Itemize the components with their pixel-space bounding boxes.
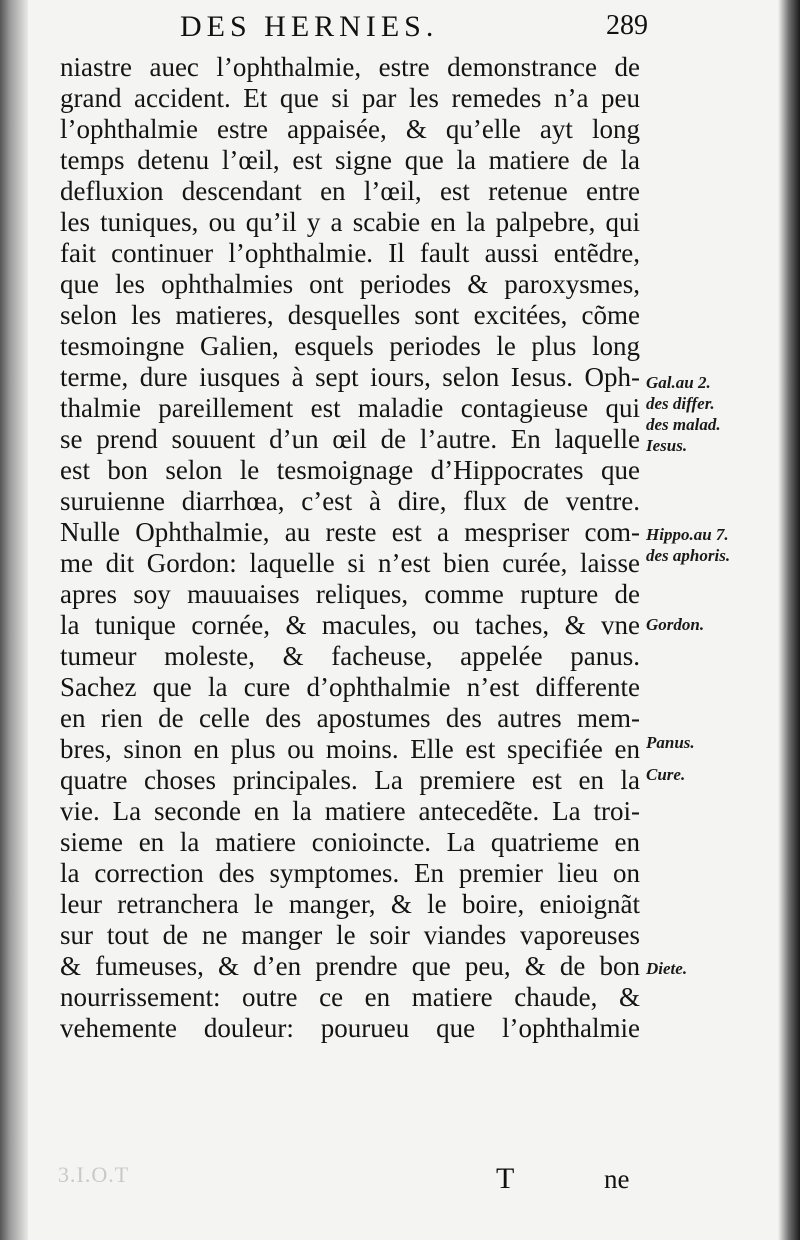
gutter-shadow <box>0 0 28 1240</box>
body-text <box>60 52 640 1044</box>
text-line: temps detenu l’œil, est signe que la matiere de la <box>60 145 640 175</box>
text-line: leur retranchera le manger, & le boire, enioignãt <box>60 889 640 919</box>
text-line: tesmoingne Galien, esquels periodes le plus long <box>60 331 640 361</box>
text-line: quatre choses principales. La premiere est en la <box>60 765 640 795</box>
text-line: en rien de celle des apostumes des autres mem- <box>60 703 640 733</box>
text-line: & fumeuses, & d’en prendre que peu, & de bon <box>60 951 640 981</box>
margin-note-diete: Diete. <box>646 959 688 978</box>
margin-note-cure: Cure. <box>646 765 686 784</box>
text-line: thalmie pareillement est maladie contagieuse qui <box>60 393 640 423</box>
margin-note-panus: Panus. <box>646 733 695 752</box>
text-line: la tunique cornée, & macules, ou taches, & vne <box>60 610 640 640</box>
page-edge-shadow <box>778 0 800 1240</box>
text-line: tumeur moleste, & facheuse, appelée panus. <box>60 641 640 671</box>
text-line: nourrissement: outre ce en matiere chaude, & <box>60 982 640 1012</box>
bleed-through-text: 3.I.O.T <box>58 1162 130 1187</box>
page-number: 289 <box>606 10 648 41</box>
text-line: bres, sinon en plus ou moins. Elle est specifiée en <box>60 734 640 764</box>
text-line: que les ophthalmies ont periodes & paroxysmes, <box>60 269 640 299</box>
text-line: se prend souuent d’un œil de l’autre. En laquelle <box>60 424 640 454</box>
signature-mark: T <box>496 1162 515 1195</box>
text-line: les tuniques, ou qu’il y a scabie en la palpebre, qui <box>60 207 640 237</box>
text-line: niastre auec l’ophthalmie, estre demonstrance de <box>60 52 640 82</box>
text-line: terme, dure iusques à sept iours, selon Iesus. Oph- <box>60 362 640 392</box>
text-line: fait continuer l’ophthalmie. Il fault aussi entẽdre, <box>60 238 640 268</box>
text-line: sieme en la matiere conioincte. La quatrieme en <box>60 827 640 857</box>
running-head: DES HERNIES. <box>180 10 439 43</box>
text-line: apres soy mauuaises reliques, comme rupture de <box>60 579 640 609</box>
margin-note-gordon: Gordon. <box>646 615 705 634</box>
text-line: l’ophthalmie estre appaisée, & qu’elle ayt long <box>60 114 640 144</box>
text-line: defluxion descendant en l’œil, est retenue entre <box>60 176 640 206</box>
text-line: me dit Gordon: laquelle si n’est bien curée, laisse <box>60 548 640 578</box>
text-line: vehemente douleur: pourueu que l’ophthalmie <box>60 1013 640 1043</box>
text-line: sur tout de ne manger le soir viandes vaporeuses <box>60 920 640 950</box>
text-line: vie. La seconde en la matiere antecedẽte. La troi- <box>60 796 640 826</box>
text-line: grand accident. Et que si par les remedes n’a peu <box>60 83 640 113</box>
text-line: est bon selon le tesmoignage d’Hippocrates que <box>60 455 640 485</box>
catchword: ne <box>604 1164 630 1194</box>
margin-note-hippocrates: Hippo.au 7. des aphoris. <box>646 525 731 565</box>
text-line: la correction des symptomes. En premier lieu on <box>60 858 640 888</box>
text-line: selon les matieres, desquelles sont excitées, cõme <box>60 300 640 330</box>
text-line: Sachez que la cure d’ophthalmie n’est differente <box>60 672 640 702</box>
text-line: suruienne diarrhœa, c’est à dire, flux de ventre. <box>60 486 640 516</box>
text-line: Nulle Ophthalmie, au reste est a mespriser com- <box>60 517 640 547</box>
margin-note-galien: Gal.au 2. des differ. des malad. Iesus. <box>646 373 721 455</box>
